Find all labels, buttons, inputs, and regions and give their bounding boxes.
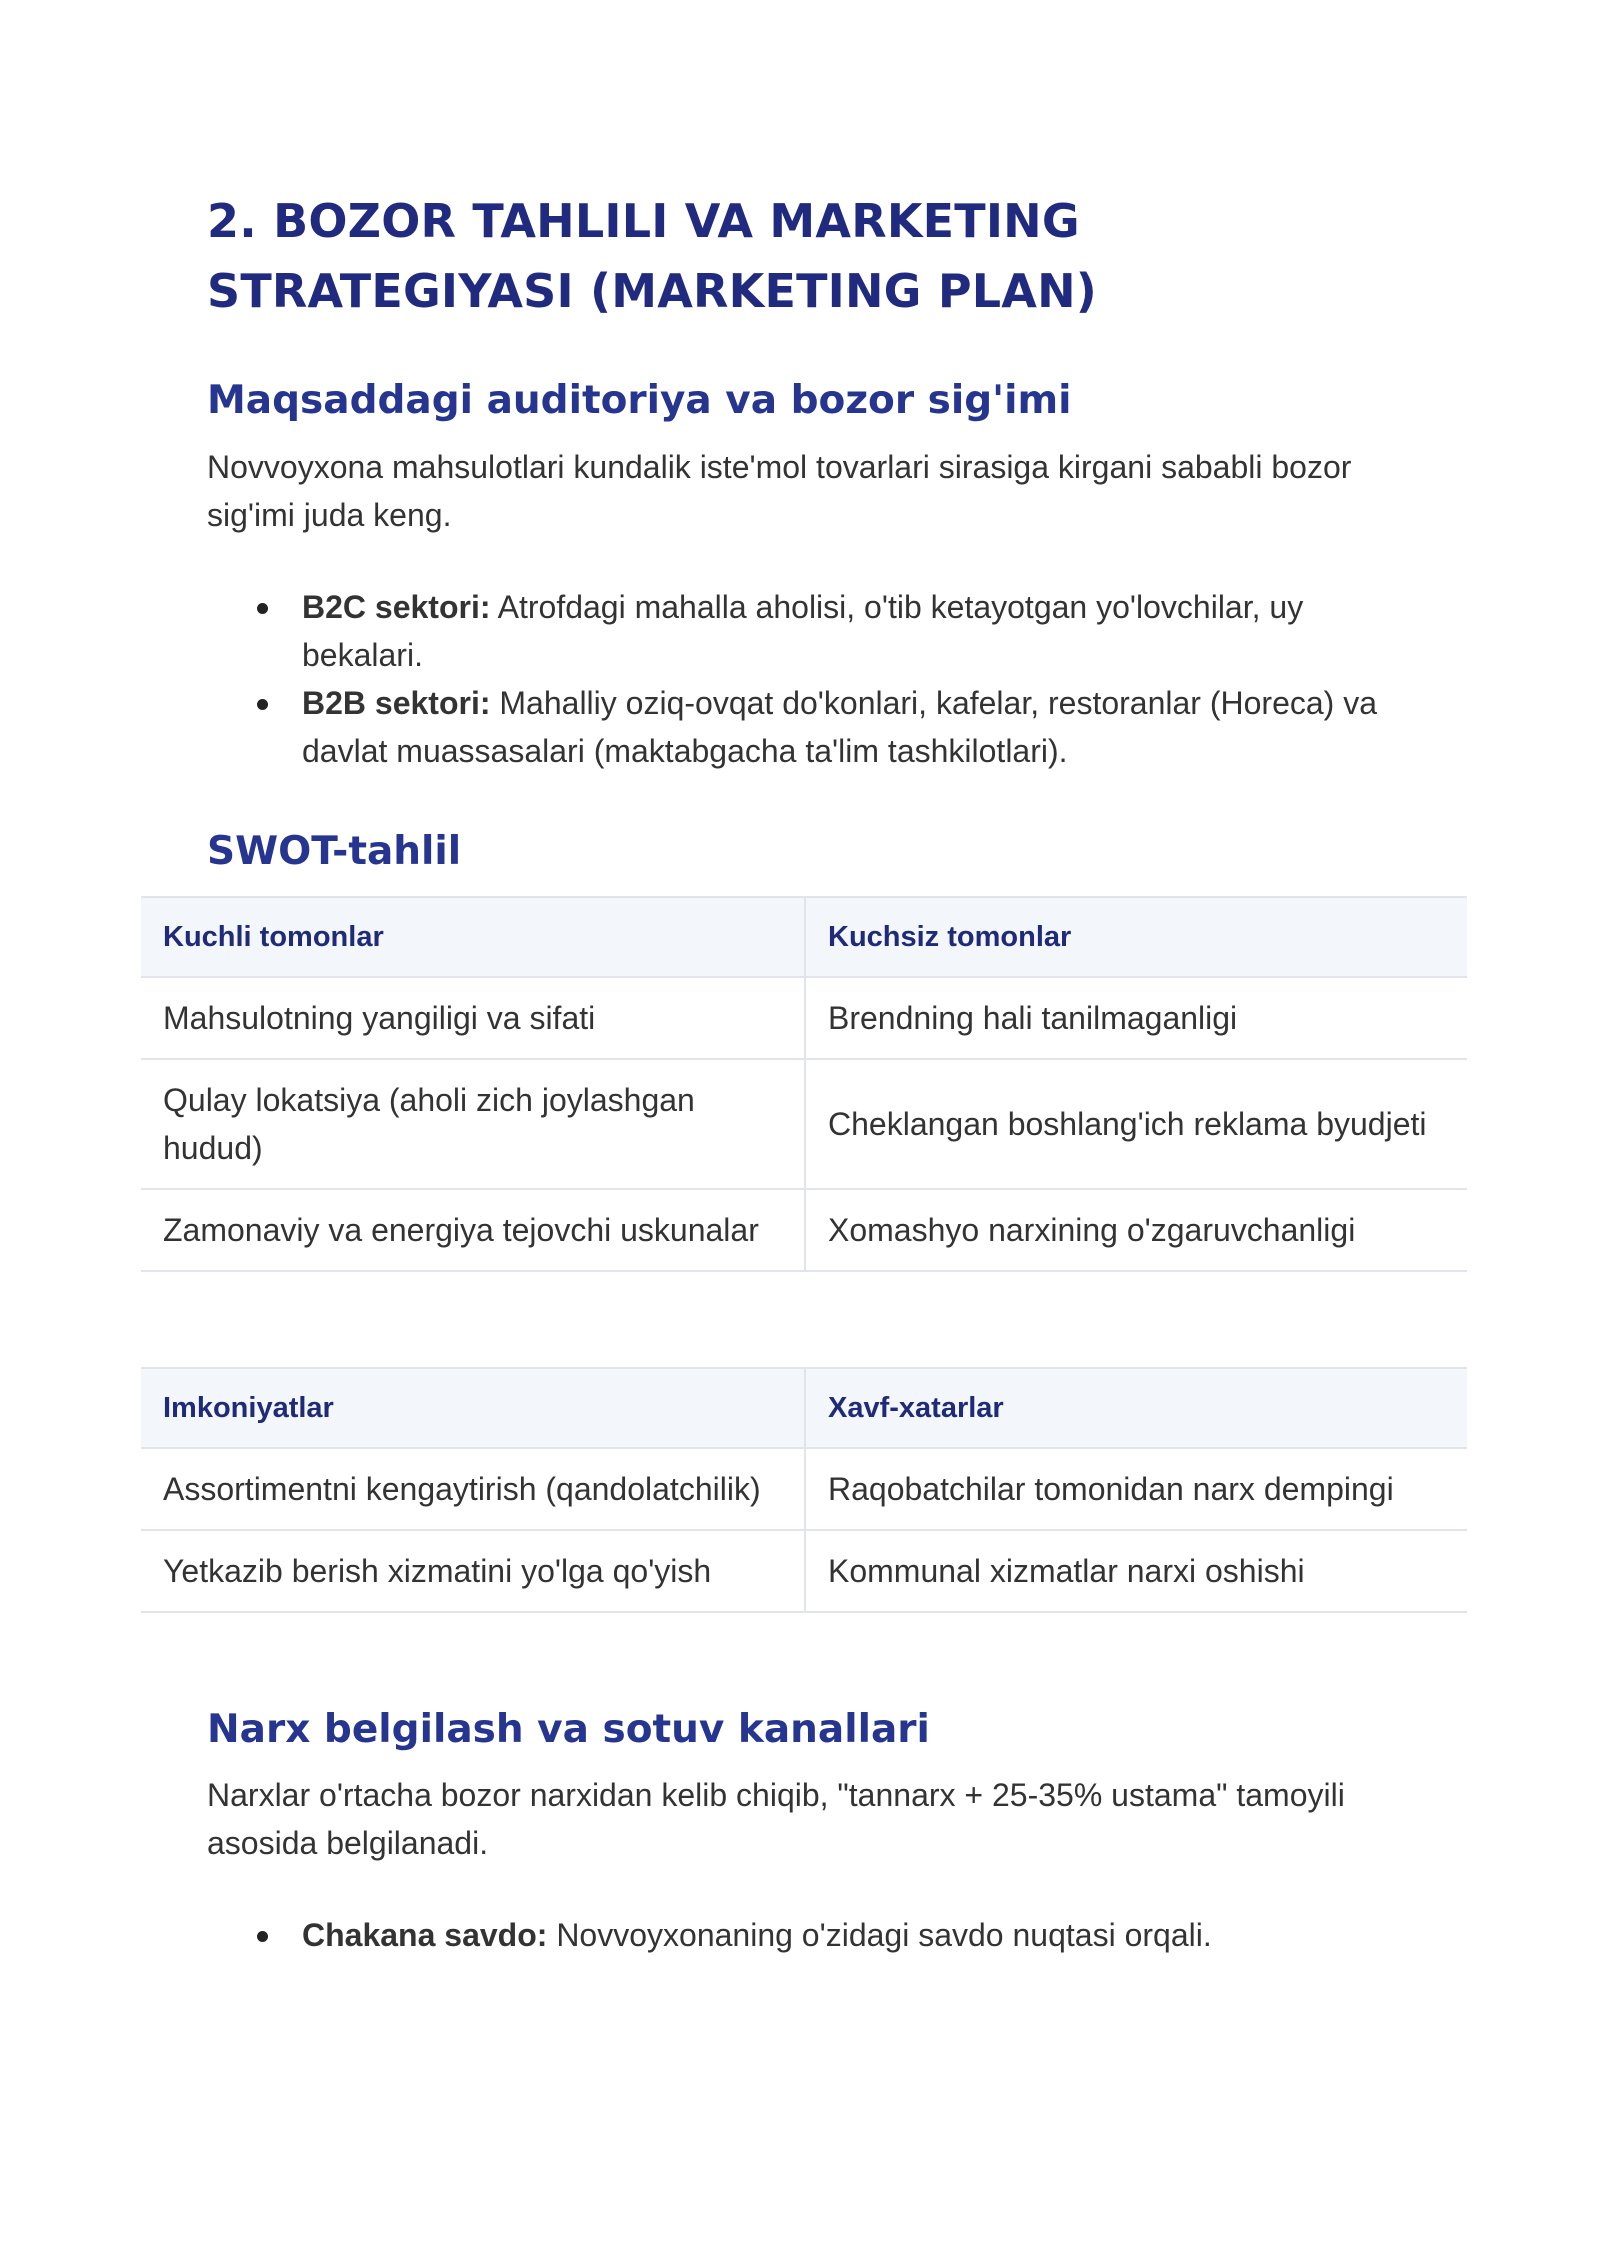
- audience-heading: Maqsaddagi auditoriya va bozor sig'imi: [207, 378, 1072, 423]
- table-header-row: [141, 897, 1467, 977]
- list-item: [207, 1911, 1407, 1959]
- document-content: [207, 186, 1407, 326]
- document-title-line-2: STRATEGIYASI (MARKETING PLAN): [207, 264, 1097, 318]
- table-cell: Qulay lokatsiya (aholi zich joylashgan hudud): [141, 1059, 805, 1189]
- bullet-icon: [257, 603, 268, 614]
- table-row: [141, 1189, 1467, 1271]
- column-header: Kuchli tomonlar: [141, 897, 805, 977]
- table-row: [141, 1059, 1467, 1189]
- swot-table-opportunities-threats: [141, 1367, 1467, 1613]
- pricing-heading: Narx belgilash va sotuv kanallari: [207, 1707, 930, 1752]
- pricing-paragraph: Narxlar o'rtacha bozor narxidan kelib chiqib, "tannarx + 25-35% ustama" tamoyili asosida belgilanadi.: [207, 1777, 1345, 1861]
- bullet-icon: [257, 1931, 268, 1942]
- document-title: [207, 186, 1407, 326]
- table-cell: Kommunal xizmatlar narxi oshishi: [805, 1530, 1467, 1612]
- table-cell: Mahsulotning yangiligi va sifati: [141, 977, 805, 1059]
- table-cell: Brendning hali tanilmaganligi: [805, 977, 1467, 1059]
- column-header: Kuchsiz tomonlar: [805, 897, 1467, 977]
- bullet-label: B2C sektori:: [302, 589, 491, 625]
- table-row: [141, 1530, 1467, 1612]
- table-cell: Zamonaviy va energiya tejovchi uskunalar: [141, 1189, 805, 1271]
- audience-paragraph: Novvoyxona mahsulotlari kundalik iste'mol tovarlari sirasiga kirgani sababli bozor sig'imi juda keng.: [207, 449, 1352, 533]
- table-cell: Raqobatchilar tomonidan narx dempingi: [805, 1448, 1467, 1530]
- bullet-icon: [257, 699, 268, 710]
- swot-table-strengths-weaknesses: [141, 896, 1467, 1272]
- bullet-text: Atrofdagi mahalla aholisi, o'tib ketayotgan yo'lovchilar, uy bekalari.: [302, 589, 1304, 673]
- table-header-row: [141, 1368, 1467, 1448]
- table-row: [141, 977, 1467, 1059]
- table-cell: Cheklangan boshlang'ich reklama byudjeti: [805, 1059, 1467, 1189]
- column-header: Imkoniyatlar: [141, 1368, 805, 1448]
- table-row: [141, 1448, 1467, 1530]
- audience-bullet-list: [207, 583, 1407, 775]
- list-item: [207, 583, 1407, 679]
- pricing-bullet-list: [207, 1911, 1407, 1959]
- table-cell: Assortimentni kengaytirish (qandolatchilik): [141, 1448, 805, 1530]
- table-cell: Yetkazib berish xizmatini yo'lga qo'yish: [141, 1530, 805, 1612]
- column-header: Xavf-xatarlar: [805, 1368, 1467, 1448]
- swot-heading: SWOT-tahlil: [207, 829, 462, 874]
- table-cell: Xomashyo narxining o'zgaruvchanligi: [805, 1189, 1467, 1271]
- list-item: [207, 679, 1407, 775]
- bullet-text: Novvoyxonaning o'zidagi savdo nuqtasi orqali.: [547, 1917, 1212, 1953]
- document-title-line-1: 2. BOZOR TAHLILI VA MARKETING: [207, 194, 1080, 248]
- bullet-text: Mahalliy oziq-ovqat do'konlari, kafelar, restoranlar (Horeca) va davlat muassasalari (maktabgacha ta'lim tashkilotlari).: [302, 685, 1377, 769]
- bullet-label: B2B sektori:: [302, 685, 491, 721]
- bullet-label: Chakana savdo:: [302, 1917, 548, 1953]
